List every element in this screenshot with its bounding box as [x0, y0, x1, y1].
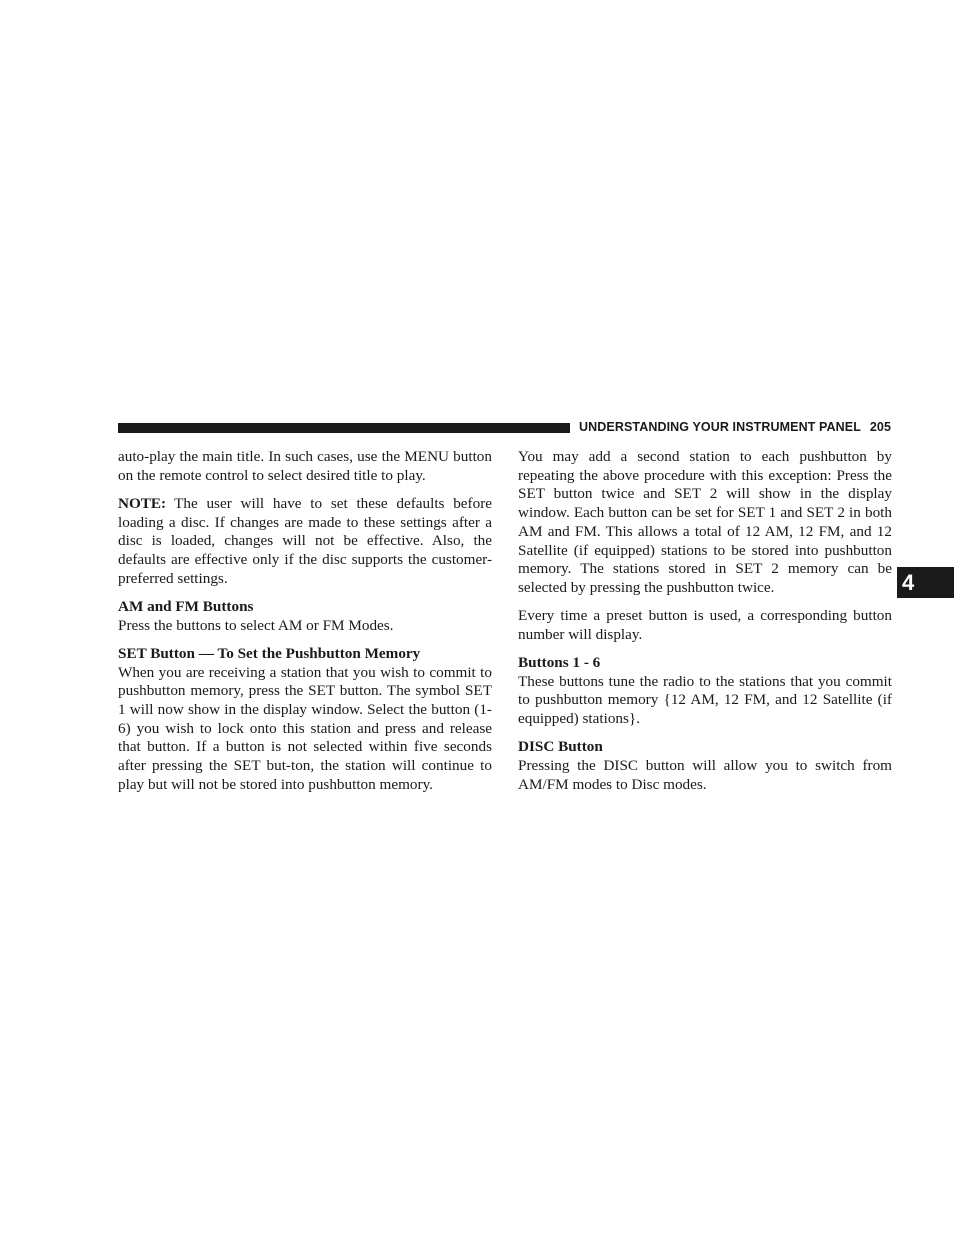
chapter-tab: 4 — [897, 567, 954, 598]
note-text: The user will have to set these defaults before loading a disc. If changes are made to these settings after a disc is loaded, changes will not be effective. Also, the defaults are effective only if the disc supports the customer-preferred settings. — [118, 494, 492, 587]
note-paragraph — [118, 495, 492, 589]
note-label: NOTE: — [118, 494, 167, 512]
section-title: UNDERSTANDING YOUR INSTRUMENT PANEL — [579, 420, 861, 434]
am-fm-heading: AM and FM Buttons — [118, 597, 254, 615]
second-station-paragraph: You may add a second station to each pushbutton by repeating the above procedure with this exception: Press the SET button twice and SET 2 will show in the display window. Each button can be set for SET 1 and SET 2 in both AM and FM. This allows a total of 12 AM, 12 FM, and 12 Satellite (if equipped) stations to be stored into pushbutton memory. The stations stored in SET 2 memory can be selected by pressing the pushbutton twice. — [518, 448, 892, 596]
disc-heading: DISC Button — [518, 738, 603, 756]
preset-paragraph: Every time a preset button is used, a corresponding button number will display. — [518, 607, 892, 643]
continuation-paragraph: auto-play the main title. In such cases, use the MENU button on the remote control to select desired title to play. — [118, 448, 492, 484]
buttons-heading: Buttons 1 - 6 — [518, 654, 601, 672]
disc-paragraph: Pressing the DISC button will allow you to switch from AM/FM modes to Disc modes. — [518, 757, 892, 793]
page-number: 205 — [869, 420, 891, 434]
buttons-paragraph: These buttons tune the radio to the stations that you commit to pushbutton memory {12 AM, 12 FM, and 12 Satellite (if equipped) stations}. — [518, 672, 892, 728]
header-rule — [118, 423, 570, 433]
set-button-paragraph: When you are receiving a station that you wish to commit to pushbutton memory, press the SET button. The symbol SET 1 will now show in the display window. Select the button (1-6) you wish to lock onto this station and press and release that button. If a button is not selected within five seconds after pressing the SET but-ton, the station will continue to play but will not be stored into pushbutton memory. — [118, 663, 492, 793]
set-button-heading: SET Button — To Set the Pushbutton Memory — [118, 644, 421, 662]
running-header — [579, 420, 891, 434]
right-column — [518, 448, 892, 804]
left-column — [118, 448, 492, 804]
am-fm-paragraph: Press the buttons to select AM or FM Modes. — [118, 616, 394, 634]
